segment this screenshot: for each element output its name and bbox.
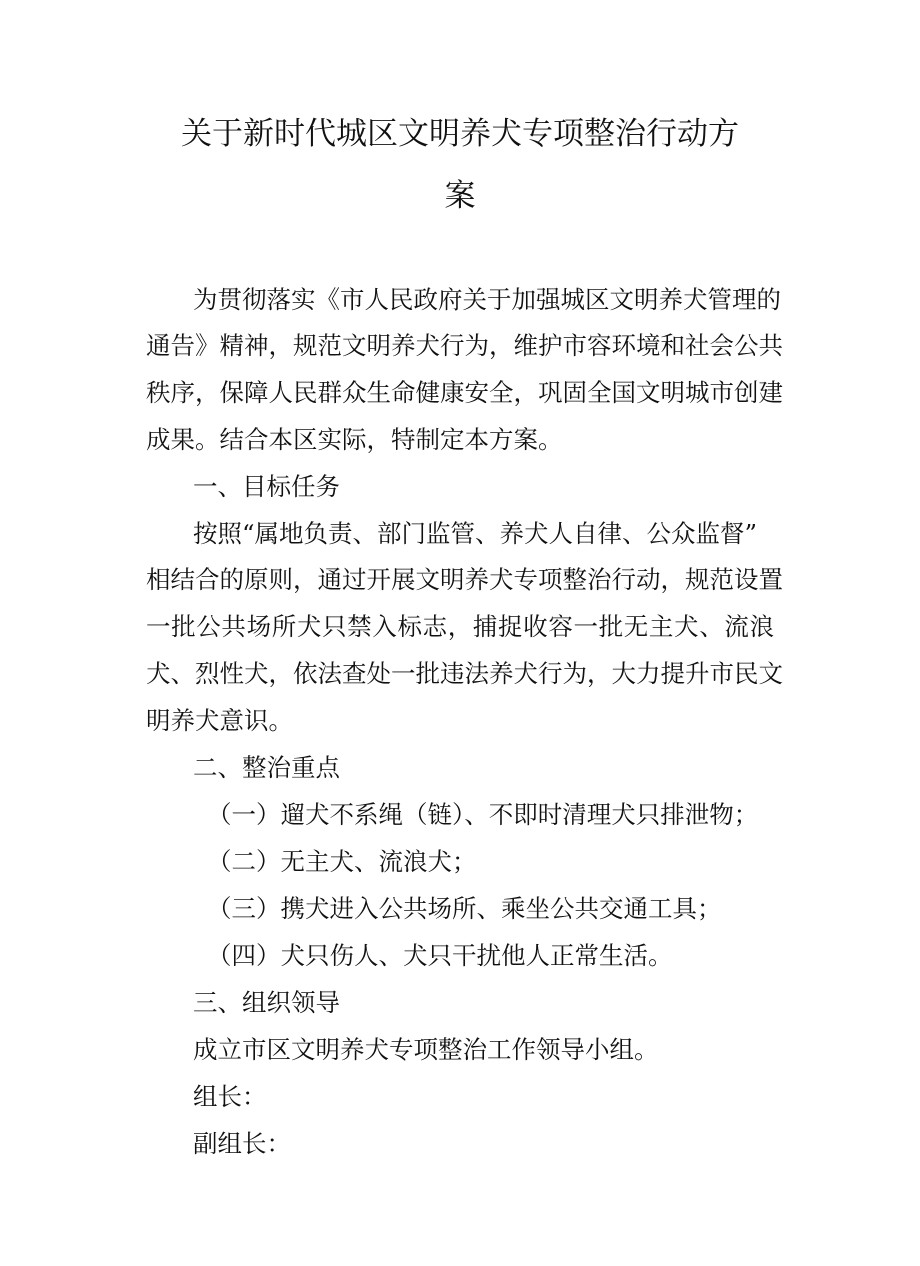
intro-line-1: 为贯彻落实《市人民政府关于加强城区文明养犬管理的 <box>193 285 781 314</box>
section-2-item-2: （二）无主犬、流浪犬； <box>207 847 477 876</box>
section-3-body: 成立市区文明养犬专项整治工作领导小组。 <box>193 1035 659 1064</box>
section-1-line-2: 相结合的原则，通过开展文明养犬专项整治行动，规范设置 <box>146 565 783 594</box>
leader-label: 组长： <box>193 1082 267 1111</box>
intro-line-3: 秩序，保障人民群众生命健康安全，巩固全国文明城市创建 <box>146 378 783 407</box>
deputy-leader-label: 副组长： <box>193 1129 291 1158</box>
intro-line-2: 通告》精神，规范文明养犬行为，维护市容环境和社会公共 <box>146 331 783 360</box>
section-1-line-5: 明养犬意识。 <box>146 706 293 735</box>
section-1-line-3: 一批公共场所犬只禁入标志，捕捉收容一批无主犬、流浪 <box>146 612 774 641</box>
section-3-heading: 三、组织领导 <box>193 988 340 1017</box>
document-title-line-1: 关于新时代城区文明养犬专项整治行动方 <box>181 116 739 152</box>
document-title-line-2: 案 <box>444 178 476 214</box>
intro-line-4: 成果。结合本区实际，特制定本方案。 <box>146 425 563 454</box>
section-2-item-3: （三）携犬进入公共场所、乘坐公共交通工具； <box>207 894 722 923</box>
section-1-line-1: 按照“属地负责、部门监管、养犬人自律、公众监督” <box>193 519 758 548</box>
section-1-line-4: 犬、烈性犬，依法查处一批违法养犬行为，大力提升市民文 <box>146 659 783 688</box>
section-2-item-4: （四）犬只伤人、犬只干扰他人正常生活。 <box>207 941 673 970</box>
section-1-heading: 一、目标任务 <box>193 472 340 501</box>
section-2-item-1: （一）遛犬不系绳（链）、不即时清理犬只排泄物； <box>207 800 759 829</box>
section-2-heading: 二、整治重点 <box>193 753 340 782</box>
